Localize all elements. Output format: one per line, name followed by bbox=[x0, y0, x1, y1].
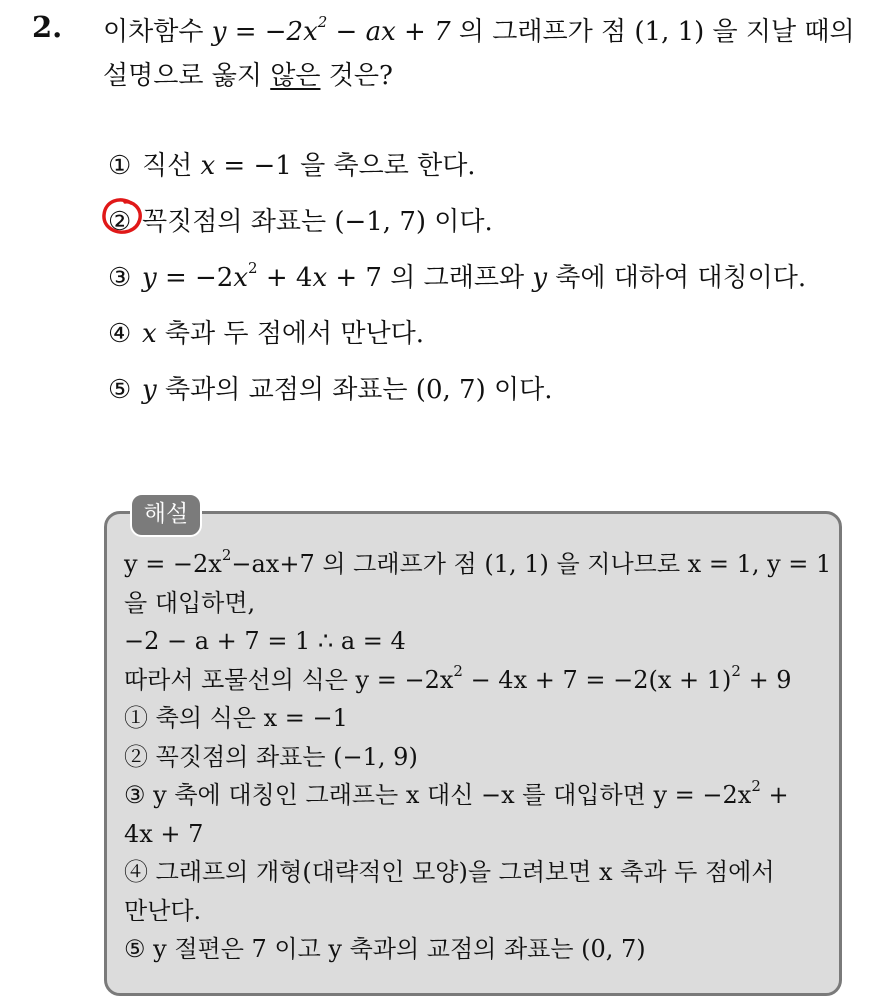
solution-line: 4x + 7 bbox=[124, 819, 204, 848]
choice-3[interactable]: ③ $y = -2x^2 + 4x + 7$ 의 그래프와 y 축에 대하여 대칭이다. bbox=[108, 259, 807, 293]
choice-4[interactable]: ④ x 축과 두 점에서 만난다. bbox=[108, 319, 425, 349]
question-number: 2. bbox=[32, 10, 63, 44]
equation: $y = -2x^2$ − ax + 7 bbox=[211, 13, 451, 47]
choice-marker: ④ bbox=[108, 319, 132, 349]
solution-line: 을 대입하면, bbox=[124, 588, 256, 617]
choice-marker: ② bbox=[108, 207, 132, 237]
solution-line: ③ y 축에 대칭인 그래프는 x 대신 −x 를 대입하면 $y = -2x^2$ + bbox=[124, 777, 789, 809]
solution-line: −2 − a + 7 = 1 ∴ a = 4 bbox=[124, 627, 406, 655]
choice-1[interactable]: ① 직선 x = −1 을 축으로 한다. bbox=[108, 151, 476, 181]
solution-line: 만난다. bbox=[124, 896, 202, 925]
question-text: 이차함수 $y = -2x^2$ − ax + 7 의 그래프가 점 (1, 1) 을 지날 때의 설명으로 옳지 않은 것은? bbox=[103, 13, 855, 91]
underlined-word: 않은 bbox=[270, 61, 321, 91]
choice-marker: ① bbox=[108, 151, 132, 181]
solution-line: ④ 그래프의 개형(대략적인 모양)을 그려보면 x 축과 두 점에서 bbox=[124, 858, 775, 886]
choice-marker: ③ bbox=[108, 263, 132, 293]
solution-line: ⑤ y 절편은 7 이고 y 축과의 교점의 좌표는 (0, 7) bbox=[124, 935, 646, 963]
solution-line: ② 꼭짓점의 좌표는 (−1, 9) bbox=[124, 742, 418, 771]
solution-line: 따라서 포물선의 식은 $y = -2x^2 - 4x + 7 = -2(x + 1)^2 + 9$ bbox=[124, 661, 792, 694]
choice-2[interactable]: ② 꼭짓점의 좌표는 (−1, 7) 이다. bbox=[108, 207, 493, 237]
solution-line: ① 축의 식은 x = −1 bbox=[124, 704, 348, 732]
solution-text bbox=[124, 545, 832, 969]
choice-marker: ⑤ bbox=[108, 375, 132, 405]
solution-line: $y = -2x^2-ax+7$ 의 그래프가 점 (1, 1) 을 지나므로 x = 1, y = 1 bbox=[124, 546, 832, 578]
solution-label: 해설 bbox=[130, 493, 202, 537]
choice-5[interactable]: ⑤ y 축과의 교점의 좌표는 (0, 7) 이다. bbox=[108, 375, 553, 405]
